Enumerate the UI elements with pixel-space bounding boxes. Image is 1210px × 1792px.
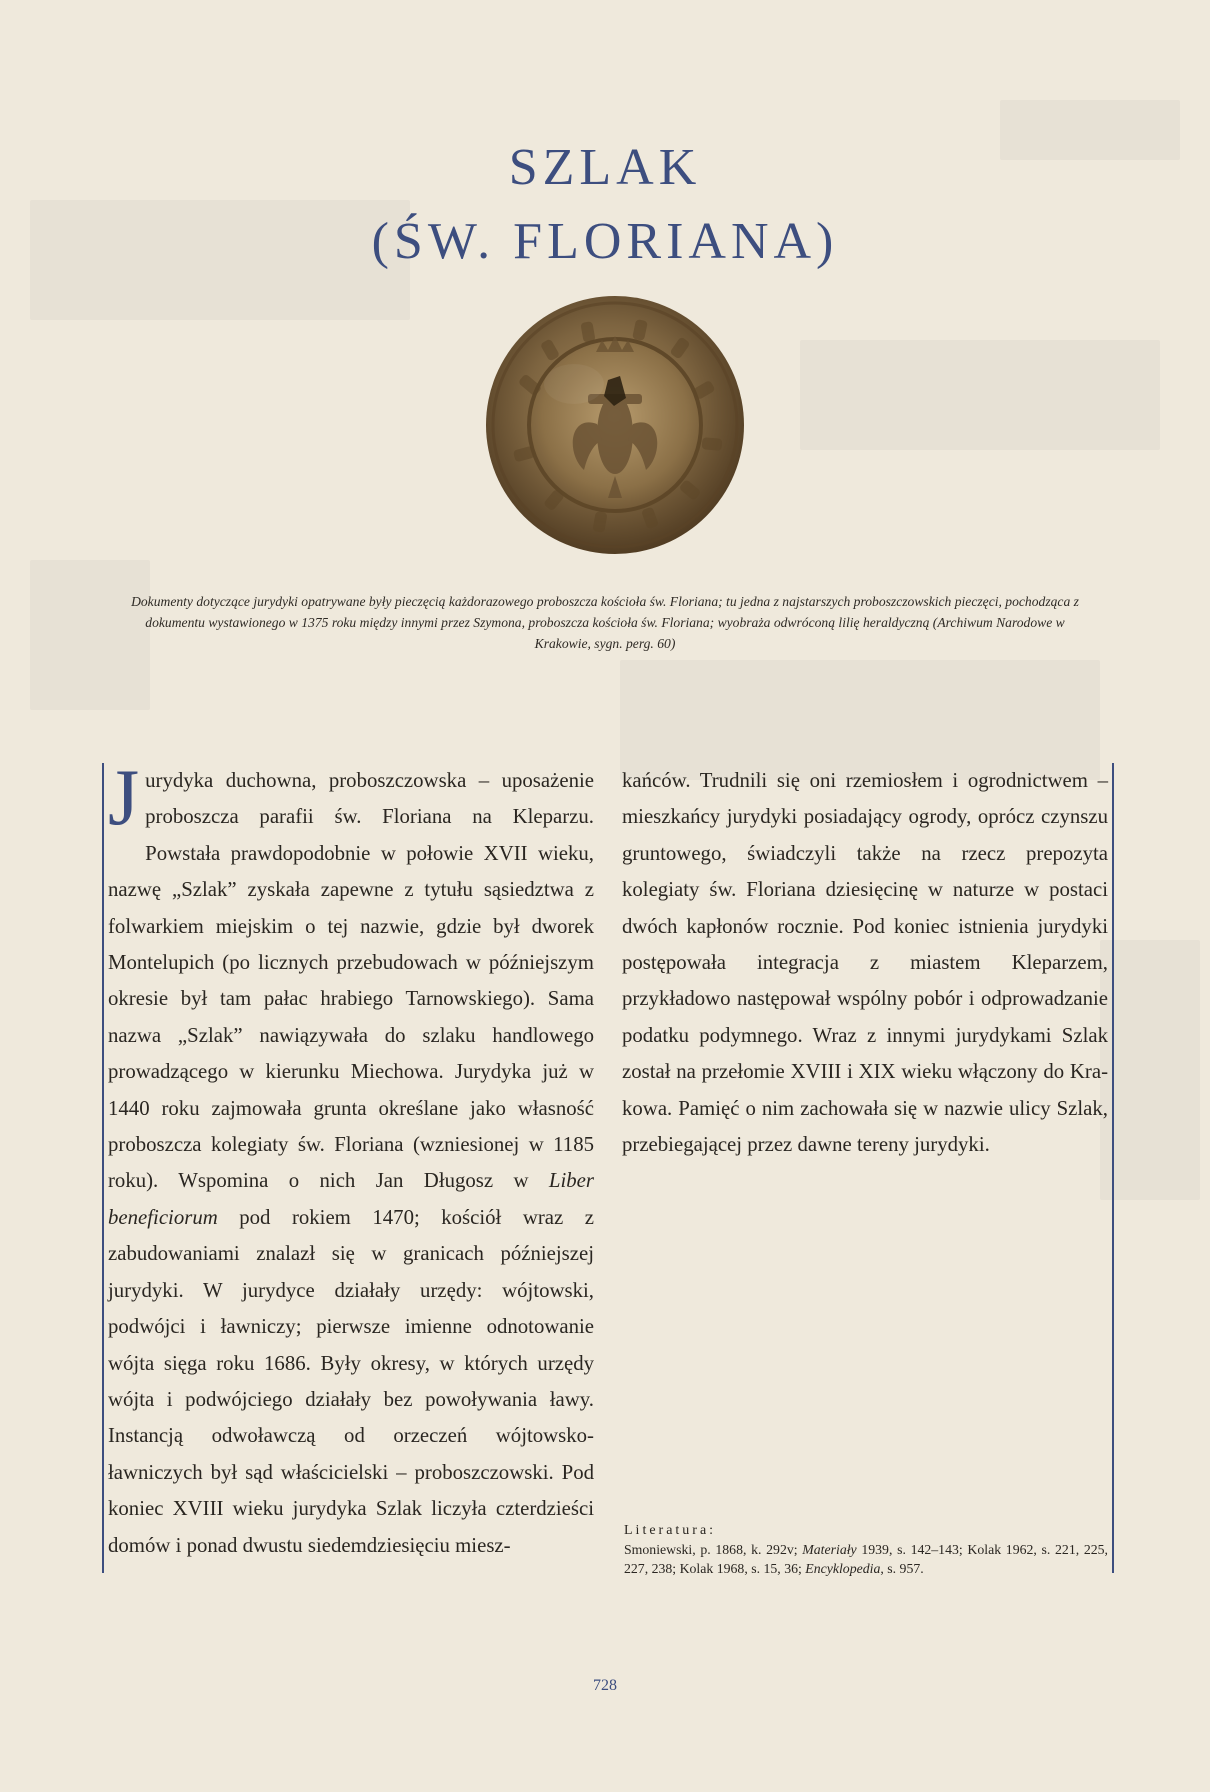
page-title bbox=[0, 131, 1210, 279]
body-column-left bbox=[102, 754, 594, 1573]
reference-text: , s. 957. bbox=[880, 1561, 924, 1576]
body-text: urydyka duchowna, proboszczowska – uposażenie proboszcza parafii św. Floriana na Kleparzu. Powstała prawdopodobnie w połowie XVII wieku, nazwę „Szlak” zyskała zapewne z tytułu sąsiedztwa z folwarkiem miejskim o tej nazwie, gdzie był dworek Montelupich (po licznych przebudowach w późniejszym okresie był tam pałac hrabiego Tarnowskiego). Sama nazwa „Szlak” nawiązywała do szlaku handlowego prowadzącego w kierunku Miechowa. Jurydyka już w 1440 roku zajmowała grunta określane jako własność proboszcza kolegiaty św. Floriana (wzniesionej w 1185 roku). Wspomina o nich Jan Długosz w bbox=[108, 769, 594, 1193]
title-line-1: SZLAK bbox=[508, 138, 702, 196]
drop-cap: J bbox=[108, 754, 140, 842]
bleed-through bbox=[1100, 940, 1200, 1200]
book-title: Liber beneficiorum bbox=[108, 1169, 594, 1229]
image-caption: Dokumenty dotyczące jurydyki opatrywane były pieczęcią każdorazowego proboszcza kościoła św. Floriana; tu jedna z najstarszych proboszczowskich pieczęci, pochodząca z dokumentu wystawionego w 1375 roku między innymi przez Szymona, proboszcza kościoła św. Floriana; wyobraża odwróconą lilię heraldyczną (Archiwum Narodowe w Krakowie, sygn. perg. 60) bbox=[131, 594, 1079, 651]
body-paragraph-right: kańców. Trudnili się oni rzemiosłem i ogrodnictwem – mieszkańcy jurydyki posiadający ogrody, oprócz czynszu gruntowego, świadczyli także na rzecz prepozyta kolegiaty św. Floriana dziesięcinę w naturze w postaci dwóch kapłonów rocznie. Pod koniec istnienia jurydyki postępowała integracja z miastem Kleparzem, przykładowo następował wspólny pobór i odprowadzanie podatku podymnego. Wraz z innymi jurydykami Szlak został na przełomie XVIII i XIX wieku włączony do Krakowa. Pamięć o nim zachowała się w nazwie ulicy Szlak, przebiegającej przez dawne tereny jurydyki. bbox=[622, 769, 1108, 1157]
wax-seal-fleur-de-lis-icon bbox=[484, 294, 746, 556]
body-column-right bbox=[622, 763, 1114, 1573]
reference-title: Materiały bbox=[802, 1542, 857, 1557]
reference-title: Encyklopedia bbox=[805, 1561, 881, 1576]
literature-heading: Literatura: bbox=[624, 1523, 717, 1538]
title-line-2: (ŚW. FLORIANA) bbox=[371, 212, 839, 270]
bleed-through bbox=[800, 340, 1160, 450]
reference-text: Smoniewski, p. 1868, k. 292v; bbox=[624, 1542, 803, 1557]
body-paragraph-left bbox=[108, 754, 594, 1564]
bleed-through bbox=[620, 660, 1100, 780]
page-number: 728 bbox=[593, 1677, 617, 1694]
literature-references bbox=[624, 1540, 1108, 1578]
reference-text: 1939, s. 142–143; Kolak 1962, s. 221, 225, 227, 238; Kolak 1968, s. 15, 36; bbox=[624, 1542, 1108, 1576]
body-text: pod rokiem 1470; kościół wraz z zabudowaniami znalazł się w granicach późniejszej jurydyki. W jurydyce działały urzędy: wójtowski, podwójci i ławniczy; pierwsze imienne odnotowanie wójta sięga roku 1686. Były okresy, w których urzędy wójta i podwójciego działały bez powoływania ławy. Instancją odwoławczą od orzeczeń wójtowsko-ławniczych był sąd właścicielski – proboszczowski. Pod koniec XVIII wieku jurydyka Szlak liczyła czterdzieści domów i ponad dwustu siedemdziesięciu miesz- bbox=[108, 1205, 594, 1557]
seal-photo bbox=[484, 294, 746, 556]
literature-section bbox=[624, 1521, 1108, 1578]
